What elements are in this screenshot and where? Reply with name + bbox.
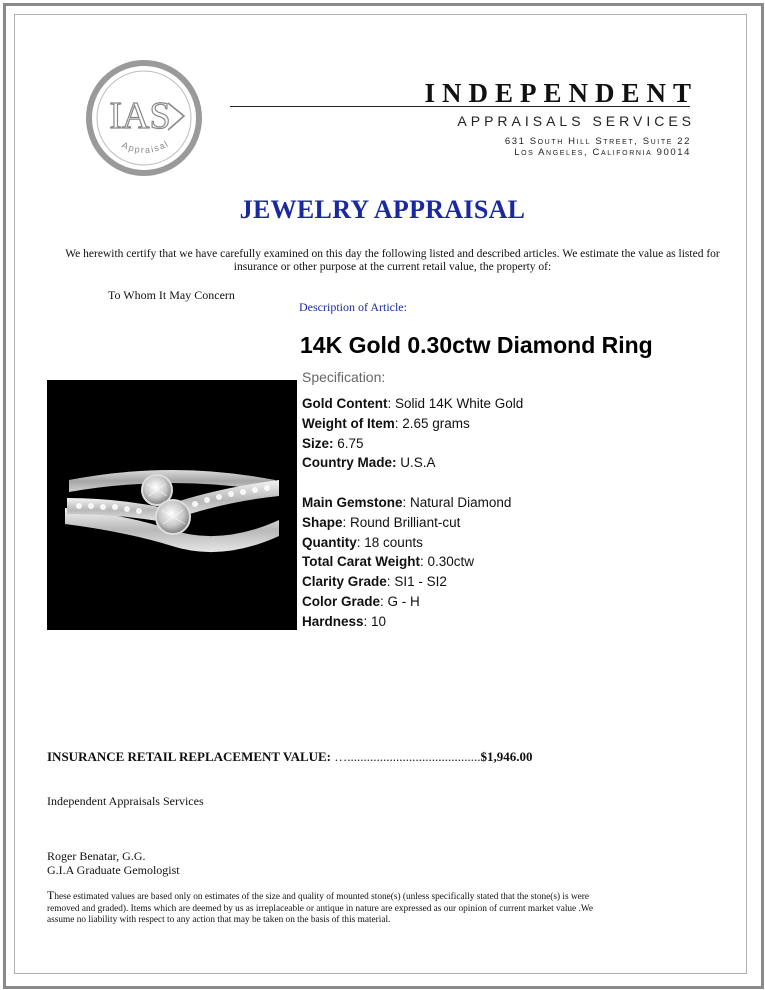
spec-label: Quantity: [302, 534, 357, 550]
spec-separator: :: [394, 415, 403, 431]
spec-label: Country Made:: [302, 455, 397, 471]
spec-value: 10: [371, 613, 387, 629]
value-leader-dots: ….........................................: [334, 749, 481, 764]
spec-value: 18 counts: [364, 534, 423, 550]
spec-row: [302, 493, 523, 513]
company-address: [505, 136, 691, 158]
disclaimer-initial: T: [47, 888, 55, 902]
spec-value: Solid 14K White Gold: [395, 396, 524, 411]
spec-row: [302, 453, 523, 473]
spec-label: Main Gemstone: [302, 494, 403, 510]
signer-title: G.I.A Graduate Gemologist: [47, 863, 180, 877]
spec-value: Natural Diamond: [410, 494, 512, 510]
spec-separator: :: [380, 593, 388, 609]
spec-separator: :: [342, 514, 351, 530]
specification-label: Specification:: [302, 369, 386, 385]
spec-label: Total Carat Weight: [302, 554, 421, 570]
spec-value: G - H: [387, 593, 420, 609]
company-header: [424, 78, 698, 108]
spec-row: [302, 434, 523, 454]
address-line-2: Los Angeles, California 90014: [514, 147, 691, 158]
recipient: To Whom It May Concern: [108, 288, 235, 302]
signer-name: Roger Benatar, G.G.: [47, 849, 146, 863]
spec-value: 6.75: [337, 435, 364, 451]
ring-photo: [47, 380, 297, 630]
spec-row: [302, 612, 523, 632]
company-name: INDEPENDENT: [424, 78, 698, 108]
logo-caption: Appraisal: [120, 138, 171, 156]
spec-label: Shape: [302, 514, 343, 530]
header-divider: [230, 106, 690, 107]
spec-spacer: [302, 473, 523, 493]
spec-separator: :: [387, 396, 395, 411]
spec-row: [302, 533, 523, 553]
ias-logo-graphic: [84, 58, 204, 178]
insurance-value-label: INSURANCE RETAIL REPLACEMENT VALUE:: [47, 749, 332, 764]
spec-value: SI1 - SI2: [394, 574, 447, 590]
spec-separator: :: [363, 613, 372, 629]
specification-list: [302, 394, 523, 632]
company-signature: Independent Appraisals Services: [47, 794, 204, 808]
disclaimer: [47, 890, 617, 927]
address-line-1: 631 South Hill Street, Suite 22: [504, 136, 691, 147]
spec-separator: :: [386, 574, 395, 590]
spec-row: [302, 592, 523, 612]
gemstone-specs: [302, 493, 523, 632]
description-label: Description of Article:: [299, 300, 407, 314]
disclaimer-text: hese estimated values are based only on estimates of the size and quality of mounted stone(s) (unless specifically stated that the stone(s) is were removed and graded). Items which are deemed by us as irreplaceable or antique in nature are expressed as our opinion of current market value .We assume no liability with respect to any action that may be taken on the basis of this material.: [47, 892, 593, 925]
spec-value: 0.30ctw: [427, 554, 475, 570]
spec-label: Gold Content: [302, 396, 388, 411]
spec-row: [302, 552, 523, 572]
spec-label: Hardness: [302, 613, 364, 629]
spec-row: [302, 414, 523, 434]
spec-separator: :: [402, 494, 411, 510]
spec-label: Size:: [302, 435, 334, 451]
spec-row: [302, 513, 523, 533]
spec-label: Color Grade: [302, 593, 381, 609]
insurance-value-amount: $1,946.00: [480, 749, 533, 764]
signer-block: [47, 849, 180, 877]
spec-separator: :: [420, 554, 428, 570]
spec-separator: :: [356, 534, 365, 550]
document-title: JEWELRY APPRAISAL: [239, 195, 526, 224]
company-subtitle: APPRAISALS SERVICES: [457, 113, 695, 129]
spec-value: Round Brilliant-cut: [350, 514, 461, 530]
spec-label: Clarity Grade: [302, 574, 387, 590]
ias-logo: [84, 58, 204, 178]
ring-image: [47, 380, 297, 630]
metal-specs: [302, 394, 523, 473]
logo-monogram: IAS: [109, 95, 171, 137]
certification-text: We herewith certify that we have carefully examined on this day the following listed and described articles. We estimate the value as listed for insurance or other purpose at the current retail value, the property of:: [65, 248, 720, 273]
spec-value: U.S.A: [400, 455, 436, 471]
item-title: 14K Gold 0.30ctw Diamond Ring: [300, 332, 653, 358]
spec-row: [302, 394, 523, 414]
spec-label: Weight of Item: [302, 415, 395, 431]
insurance-value-line: [47, 749, 533, 765]
spec-row: [302, 572, 523, 592]
spec-value: 2.65 grams: [402, 415, 470, 431]
